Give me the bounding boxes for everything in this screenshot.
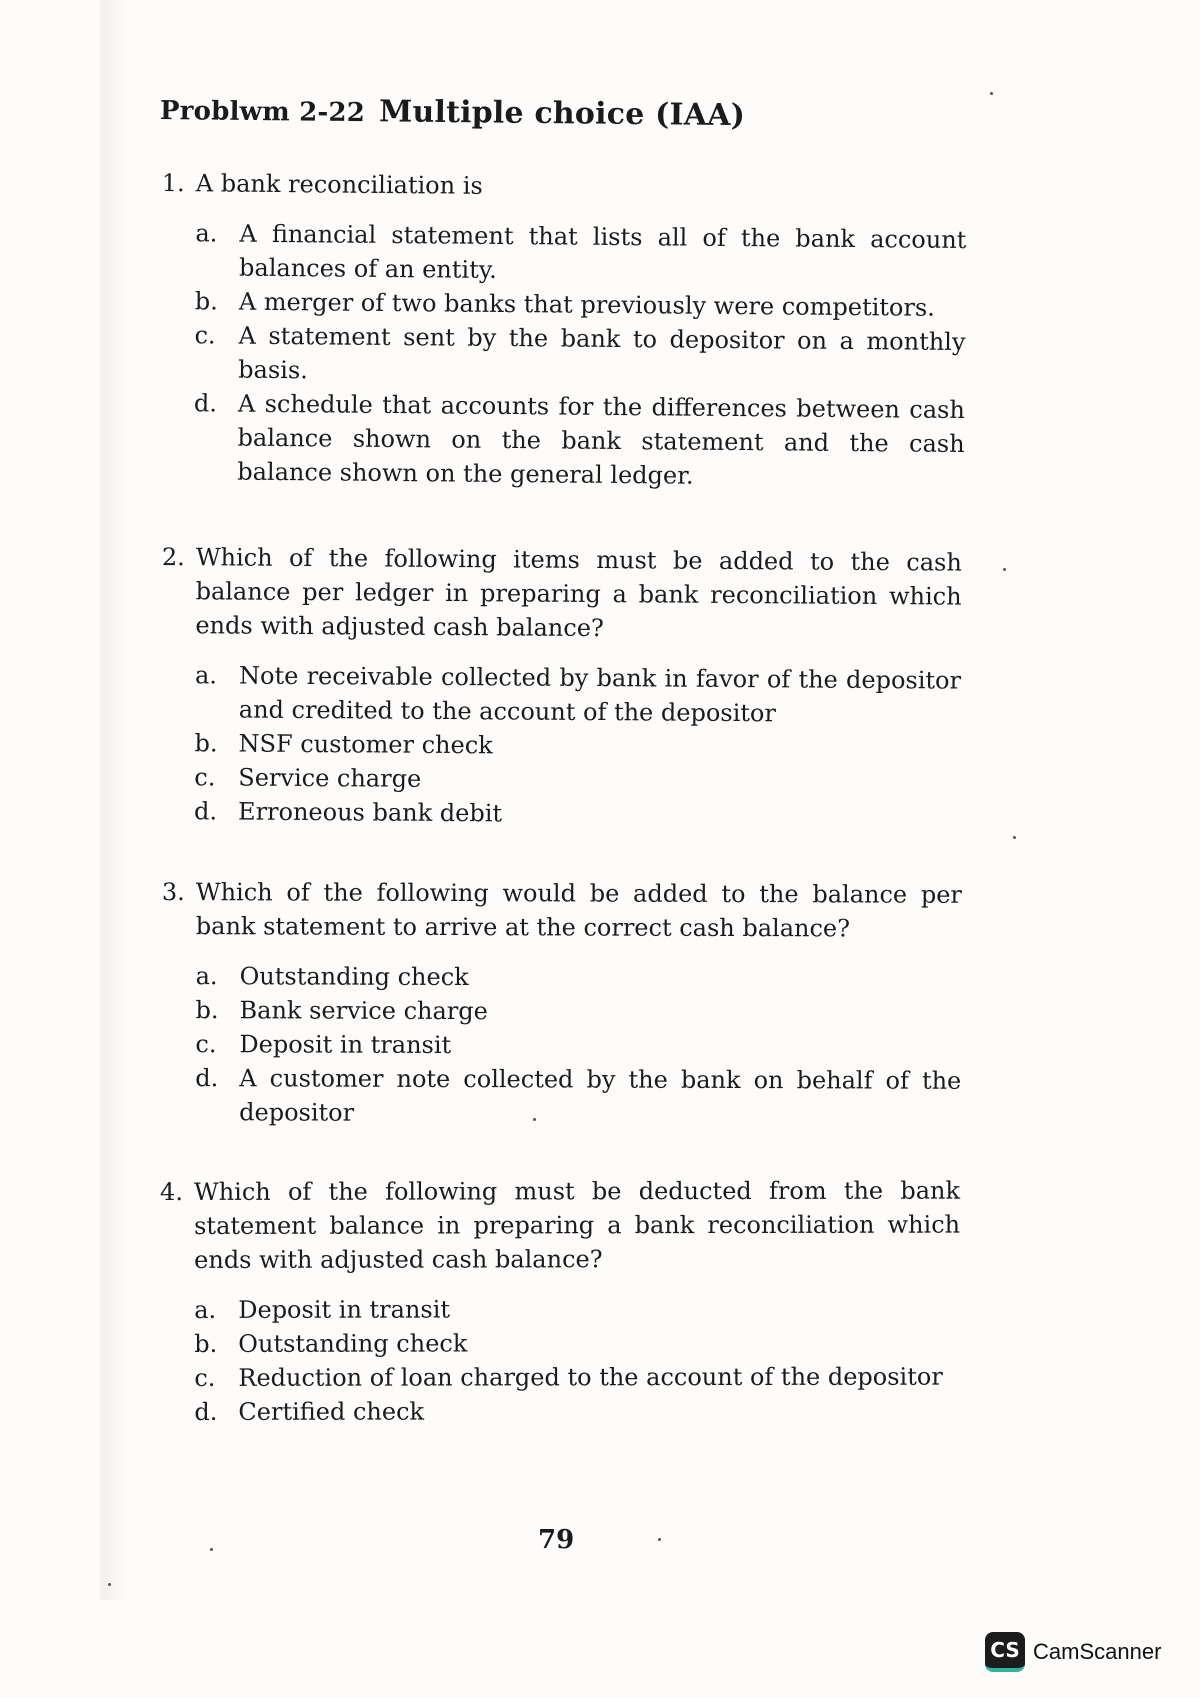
option-letter: c. [194, 1363, 216, 1392]
scan-speck [210, 1548, 213, 1551]
scan-speck [658, 1538, 661, 1541]
option-d [193, 386, 965, 495]
option-list [160, 658, 961, 834]
option-text: Outstanding check [238, 1329, 468, 1358]
scan-shadow [100, 0, 130, 1600]
option-text: Bank service charge [239, 996, 488, 1026]
option-d [194, 1394, 960, 1429]
question-number: 1. [161, 168, 185, 198]
option-letter: c. [194, 763, 216, 792]
option-c [195, 1027, 961, 1064]
option-text: Note receivable collected by bank in favor of the depositor and credited to the account of the depositor [238, 661, 962, 728]
question-number: 2. [161, 542, 185, 572]
option-list [159, 216, 966, 495]
option-text: A merger of two banks that previously were competitors. [238, 287, 935, 322]
question-text: Which of the following would be added to the balance per bank statement to arrive at the correct cash balance? [195, 878, 962, 943]
option-text: A customer note collected by the bank on behalf of the depositor [239, 1064, 962, 1127]
option-text: A financial statement that lists all of the bank account balances of an entity. [238, 219, 967, 284]
problem-title: Multiple choice (IAA) [378, 94, 746, 134]
option-d [195, 1061, 961, 1132]
question-2 [160, 540, 962, 834]
option-d [194, 794, 960, 833]
option-text: Erroneous bank debit [238, 797, 503, 828]
question-3 [161, 875, 962, 1132]
option-letter: d. [193, 389, 218, 418]
option-c [194, 318, 966, 393]
question-text: A bank reconciliation is [195, 169, 483, 200]
option-list [161, 959, 962, 1132]
option-a [196, 959, 962, 996]
page-title [160, 92, 745, 133]
question-4 [160, 1174, 960, 1429]
option-letter: c. [195, 1030, 217, 1059]
question-text: Which of the following must be deducted from the bank statement balance in preparing a bank reconciliation which ends with adjusted cash balance? [194, 1176, 961, 1274]
question-1 [159, 166, 967, 495]
scan-speck [990, 92, 993, 95]
option-letter: d. [195, 1064, 219, 1093]
option-text: Certified check [238, 1397, 425, 1426]
scan-speck [1003, 568, 1006, 571]
option-text: Reduction of loan charged to the account of the depositor [238, 1362, 943, 1392]
option-letter: d. [194, 1397, 218, 1426]
option-letter: a. [194, 661, 218, 690]
option-letter: b. [194, 729, 218, 758]
option-text: NSF customer check [238, 729, 493, 760]
option-a [195, 658, 961, 731]
question-number: 4. [160, 1177, 183, 1206]
option-letter: a. [195, 962, 218, 991]
scan-speck [1013, 836, 1016, 839]
option-letter: c. [194, 321, 216, 350]
camscanner-label: CamScanner [1033, 1639, 1162, 1664]
problem-number: Problwm 2-22 [159, 96, 366, 129]
question-number: 3. [161, 878, 185, 907]
page-number: 79 [538, 1525, 575, 1555]
option-c [194, 1360, 960, 1395]
option-letter: b. [194, 1329, 218, 1358]
option-list [160, 1292, 960, 1429]
option-letter: d. [194, 797, 218, 826]
option-text: Outstanding check [239, 962, 469, 992]
option-letter: b. [194, 287, 218, 316]
option-text: A schedule that accounts for the differences between cash balance shown on the bank statement and the cash balance shown on the general ledger. [237, 389, 966, 490]
camscanner-watermark [985, 1632, 1161, 1672]
camscanner-logo-icon: CS [985, 1632, 1025, 1672]
scan-speck [533, 1118, 536, 1121]
option-text: A statement sent by the bank to depositor on a monthly basis. [238, 321, 966, 385]
option-a [195, 216, 967, 291]
scan-speck [108, 1583, 111, 1586]
option-letter: a. [195, 219, 218, 248]
option-letter: b. [195, 996, 219, 1025]
option-text: Deposit in transit [239, 1030, 452, 1060]
option-b [195, 993, 961, 1030]
option-letter: a. [194, 1295, 217, 1324]
question-text: Which of the following items must be added to the cash balance per ledger in preparing a bank reconciliation which ends with adjusted cash balance? [195, 543, 962, 643]
option-text: Deposit in transit [238, 1295, 451, 1324]
option-b [194, 726, 960, 765]
option-text: Service charge [238, 763, 422, 793]
option-b [194, 1326, 960, 1361]
option-a [194, 1292, 960, 1327]
option-c [194, 760, 960, 799]
